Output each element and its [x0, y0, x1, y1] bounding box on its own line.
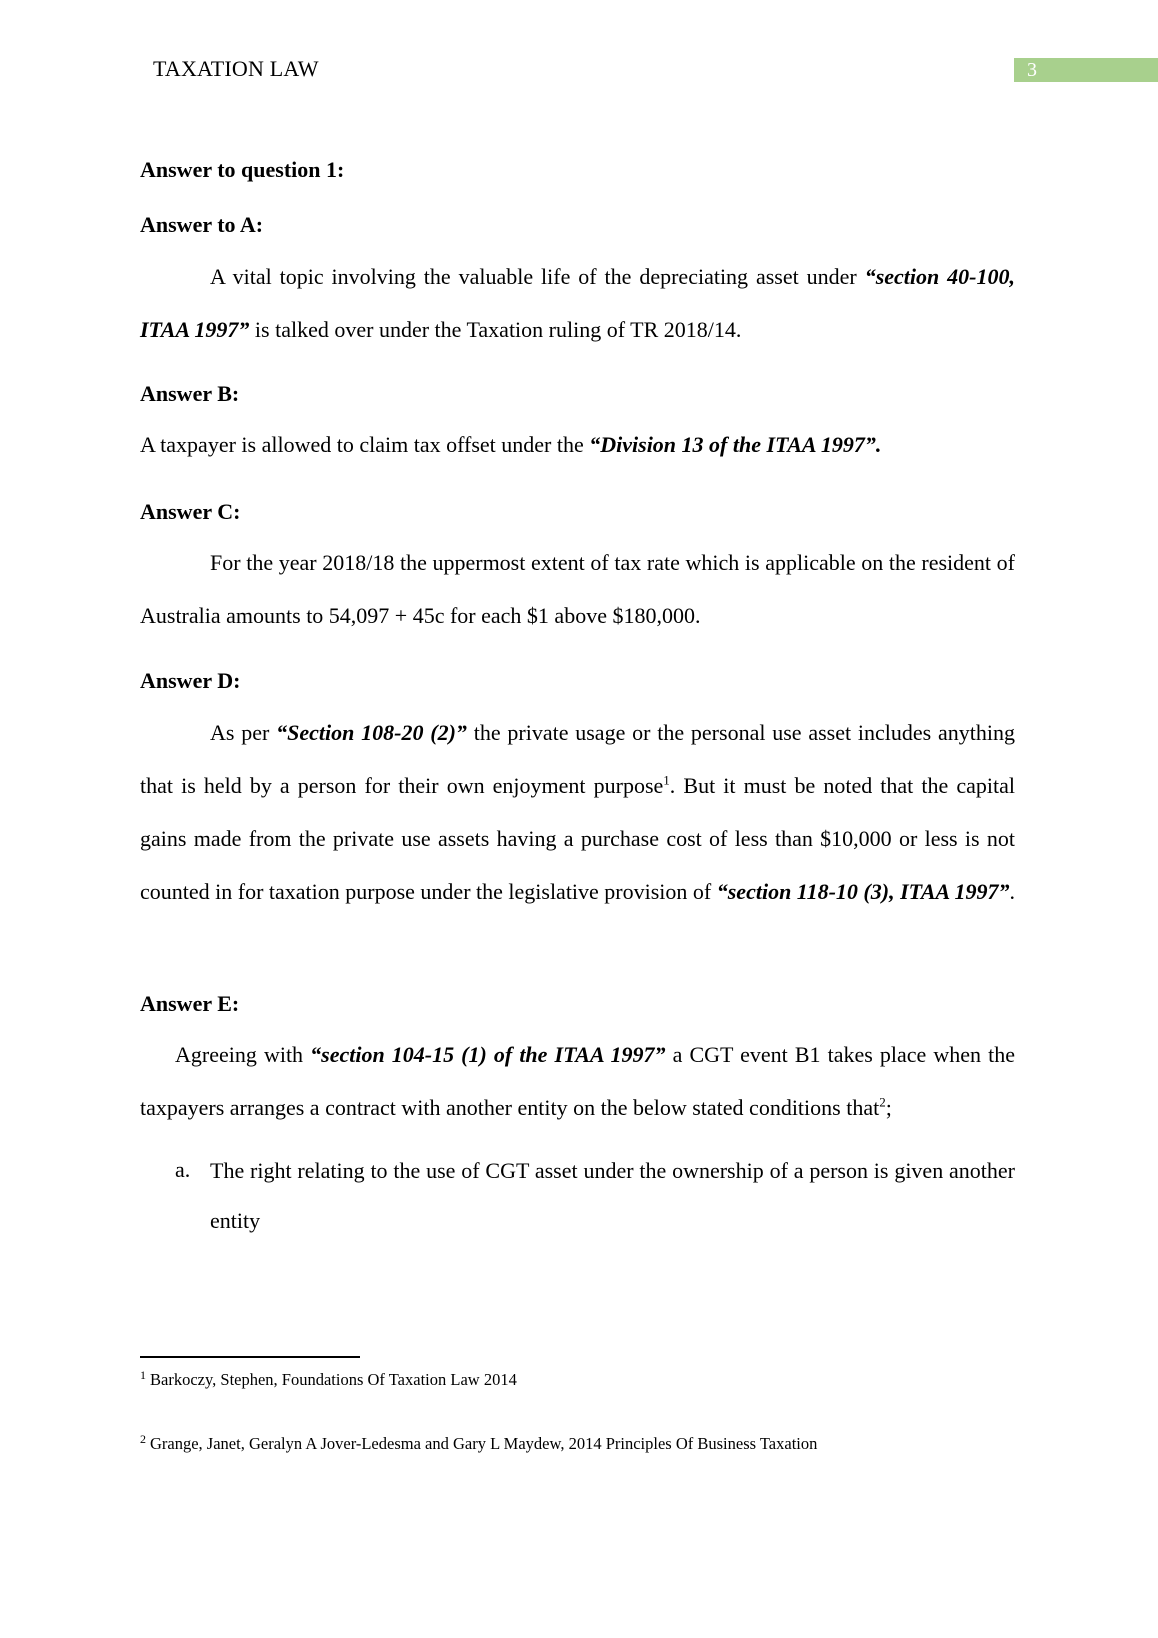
text-run: the private usage or the personal use asset includes anything that is held by a person for their own enjoyment purpose	[140, 720, 1015, 798]
footnote-text: Grange, Janet, Geralyn A Jover-Ledesma and Gary L Maydew, 2014 Principles Of Business Taxation	[150, 1434, 818, 1453]
footnote-reference[interactable]: 1	[663, 772, 670, 788]
paragraph-answer-e	[140, 1028, 1015, 1134]
heading-answer-d: Answer D:	[140, 668, 241, 693]
footnote-number: 2	[140, 1431, 146, 1446]
list-marker: a.	[175, 1157, 191, 1182]
legal-citation: “Division 13 of the ITAA 1997”.	[589, 432, 882, 457]
footnote-reference[interactable]: 2	[879, 1094, 886, 1110]
heading-answer-e: Answer E:	[140, 991, 240, 1016]
text-run: As per	[210, 720, 277, 745]
legal-citation: “section 118-10 (3), ITAA 1997”	[716, 879, 1010, 904]
heading-answer-b: Answer B:	[140, 381, 240, 406]
paragraph-answer-c: For the year 2018/18 the uppermost extent of tax rate which is applicable on the resident of Australia amounts to 54,097 + 45c for each $1 above $180,000.	[140, 550, 1015, 628]
legal-citation: “section 104-15 (1) of the ITAA 1997”	[310, 1042, 666, 1067]
paragraph-answer-a	[140, 250, 1015, 356]
paragraph-answer-b	[140, 418, 1015, 471]
text-run: Agreeing with	[175, 1042, 311, 1067]
text-run: A vital topic involving the valuable life of the depreciating asset under	[210, 264, 865, 289]
text-run: A taxpayer is allowed to claim tax offset under the	[140, 432, 590, 457]
text-run: is talked over under the Taxation ruling of TR 2018/14.	[249, 317, 742, 342]
footnote-2	[140, 1431, 818, 1454]
legal-citation: “Section 108-20 (2)”	[276, 720, 467, 745]
heading-answer-c: Answer C:	[140, 499, 241, 524]
footnote-separator	[140, 1356, 360, 1358]
page-number: 3	[1014, 58, 1158, 82]
footnote-number: 1	[140, 1367, 146, 1382]
footnote-text: Barkoczy, Stephen, Foundations Of Taxation Law 2014	[150, 1370, 517, 1389]
text-run: a CGT event B1 takes place when the taxpayers arranges a contract with another entity on the below stated conditions that	[140, 1042, 1016, 1120]
footnote-1	[140, 1367, 517, 1390]
running-header-title: TAXATION LAW	[153, 56, 319, 81]
paragraph-answer-d	[140, 706, 1015, 918]
text-run: ;	[885, 1095, 892, 1120]
list-item-text: The right relating to the use of CGT asset under the ownership of a person is given another entity	[210, 1158, 1015, 1233]
text-run: .	[1009, 879, 1015, 904]
heading-question-1: Answer to question 1:	[140, 157, 345, 182]
heading-answer-a: Answer to A:	[140, 212, 264, 237]
text-run: . But it must be noted that the capital gains made from the private use assets having a purchase cost of less than $10,000 or less is not counted in for taxation purpose under the legislative provision of	[140, 773, 1015, 904]
legal-citation: “section 40-100, ITAA 1997”	[140, 264, 1015, 342]
